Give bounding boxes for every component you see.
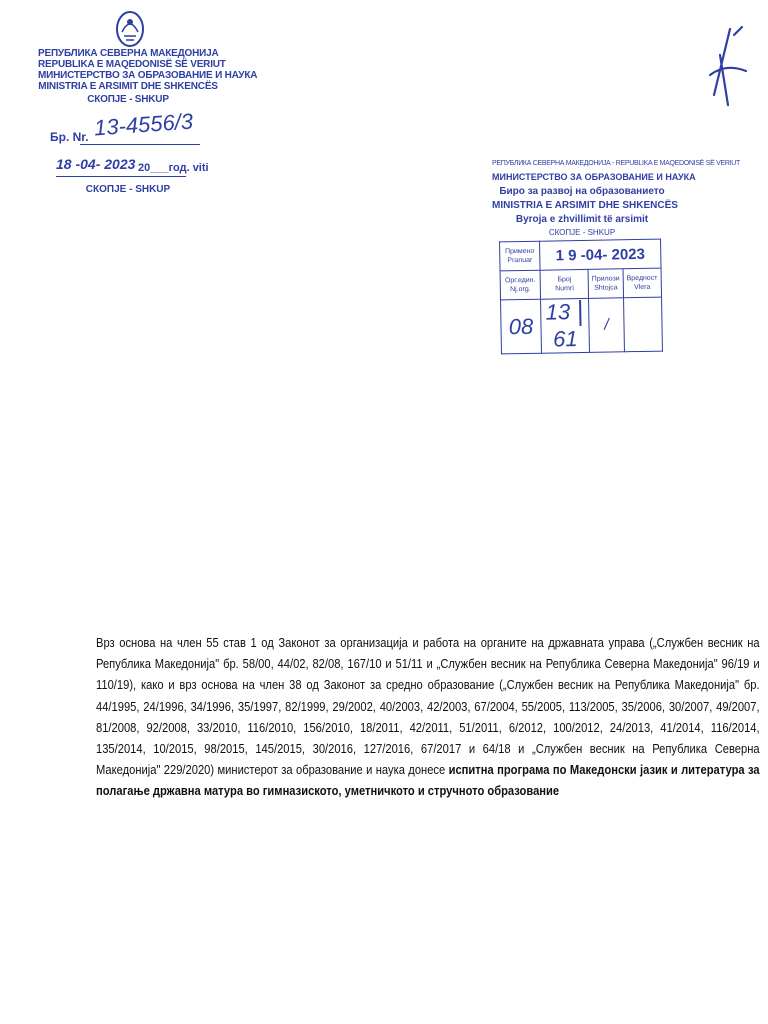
stamp-line-ministry-mk: МИНИСТЕРСТВО ЗА ОБРАЗОВАНИЕ И НАУКА [492, 172, 696, 182]
stamp-line-city: СКОПЈЕ - SHKUP [548, 228, 616, 237]
number-value-b: 61 [552, 326, 578, 352]
registry-stamp-right [492, 160, 740, 370]
reference-number-value: 13-4556/3 [93, 108, 194, 141]
stamp-line-ministry-mk: МИНИСТЕРСТВО ЗА ОБРАЗОВАНИЕ И НАУКА [38, 70, 258, 81]
paragraph-regular-text: Врз основа на член 55 став 1 од Законот за организација и работа на органите на државната управа („Службен весник на Република Македонија" бр. 58/00, 44/02, 82/08, 167/10 и 51/11 и „Службен весник на Република Северна Македонија" 96/19 и 110/19), како и врз основа на член 38 од Законот за средно образование („Службен весник на Република Македонија" бр. 44/1995, 24/1996, 34/1996, 35/1997, 82/1999, 29/2002, 40/2003, 42/2003, 67/2004, 55/2005, 113/2005, 35/2006, 30/2007, 49/2007, 81/2008, 92/2008, 33/2010, 116/2010, 156/2010, 18/2011, 42/2011, 51/2011, 6/2012, 100/2012, 24/2013, 41/2014, 116/2014, 135/2014, 10/2015, 98/2015, 145/2015, 30/2016, 127/2016, 67/2017 и 64/18 и „Службен весник на Република Северна Македонија" 229/2020) министерот за образование и наука донесе [96, 635, 760, 778]
stamp-city-footer: СКОПЈЕ - SHKUP [85, 184, 171, 195]
column-value-label: Вредност Vlera [623, 268, 662, 298]
value-cell [623, 297, 662, 352]
number-value [541, 298, 590, 353]
signature [700, 25, 750, 110]
column-org-unit-label: Орг.един. Nj.org. [500, 270, 541, 300]
column-attachments-label: Прилози Shtojca [588, 269, 623, 299]
paragraph-bold-text: испитна програма по Македонски јазик и литература за полагање државна матура во гимназиското, уметничкото и стручното образование [96, 762, 760, 799]
stamp-line-bureau-sq: Byroja e zhvillimit të arsimit [515, 214, 649, 225]
attachments-value: / [589, 298, 624, 353]
stamp-date-rule [56, 176, 186, 177]
registration-table [499, 239, 663, 355]
state-emblem-icon [114, 10, 146, 48]
received-label: Примено Pranuar [500, 241, 541, 271]
stamp-line-country: РЕПУБЛИКА СЕВЕРНА МАКЕДОНИЈА - REPUBLIKA E MAQEDONISË SË VERIUT [492, 160, 740, 167]
stamp-year-suffix: 20___год. viti [138, 162, 209, 174]
stamp-line-city: СКОПЈЕ - SHKUP [87, 94, 169, 105]
reference-number-rule [80, 144, 200, 145]
reference-number-label: Бр. Nr. [50, 130, 89, 144]
stamp-line-bureau-mk: Биро за развој на образованието [499, 186, 665, 197]
registry-stamp-left [38, 6, 258, 206]
stamp-line-country-sq: REPUBLIKA E MAQEDONISË SË VERIUT [38, 59, 226, 70]
number-value-a: 13 [545, 299, 571, 325]
org-unit-value: 08 [501, 299, 542, 354]
received-date: 1 9 -04- 2023 [540, 239, 661, 270]
stamp-line-ministry-sq: MINISTRIA E ARSIMIT DHE SHKENCËS [492, 200, 678, 211]
stamp-line-ministry-sq: MINISTRIA E ARSIMIT DHE SHKENCËS [38, 81, 218, 92]
number-divider [579, 300, 581, 326]
column-number-label: Број Numri [540, 269, 589, 299]
stamp-line-country-mk: РЕПУБЛИКА СЕВЕРНА МАКЕДОНИЈА [38, 48, 219, 59]
stamp-date-value: 18 -04- 2023 [56, 156, 136, 172]
decision-paragraph [96, 632, 760, 802]
